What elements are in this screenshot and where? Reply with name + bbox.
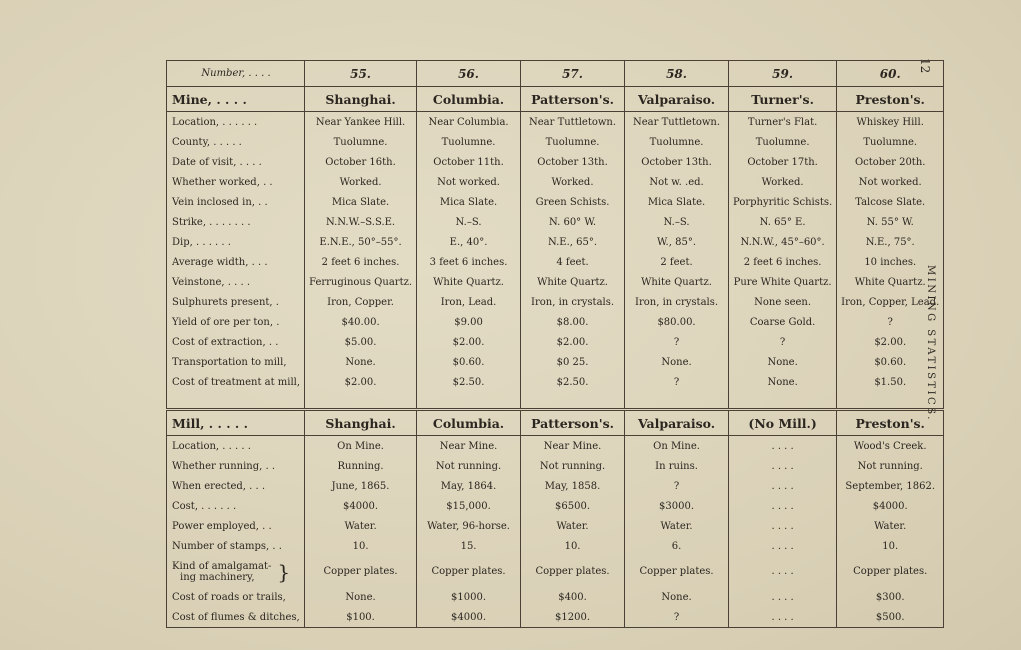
mill-attribute-value-cell: May, 1864. <box>417 476 521 496</box>
mill-attribute-value-cell: . . . . <box>729 456 837 476</box>
mine-attribute-value-cell: Green Schists. <box>521 192 625 212</box>
mine-attribute-value-cell: White Quartz. <box>625 272 729 292</box>
gap-cell <box>521 392 625 410</box>
mill-header-row <box>167 410 944 436</box>
mine-name-cell: Patterson's. <box>521 87 625 112</box>
mine-attribute-value-cell: None seen. <box>729 292 837 312</box>
mine-label: Mine, . . . . <box>167 87 305 112</box>
mill-attribute-value-cell: Wood's Creek. <box>837 436 944 457</box>
mine-attribute-row-label: Average width, . . . <box>167 252 305 272</box>
mine-attribute-value-cell: $0 25. <box>521 352 625 372</box>
mill-attribute-value-cell: $3000. <box>625 496 729 516</box>
page-number: 12 <box>918 58 932 74</box>
mine-attribute-value-cell: Iron, Copper, Lead. <box>837 292 944 312</box>
mine-header-row <box>167 87 944 112</box>
mine-attribute-value-cell: None. <box>305 352 417 372</box>
mine-name-cell: Valparaiso. <box>625 87 729 112</box>
mill-attribute-value-cell: May, 1858. <box>521 476 625 496</box>
mine-attribute-row-label: County, . . . . . <box>167 132 305 152</box>
mill-attribute-value-cell: None. <box>625 587 729 607</box>
two-line-label <box>172 561 271 583</box>
mine-attribute-value-cell: Near Yankee Hill. <box>305 112 417 133</box>
mill-attribute-value-cell: Water. <box>305 516 417 536</box>
mine-attribute-value-cell: None. <box>625 352 729 372</box>
mine-attribute-row-label: Vein inclosed in, . . <box>167 192 305 212</box>
mine-attribute-value-cell: Tuolumne. <box>837 132 944 152</box>
mine-attribute-row-label: Dip, . . . . . . <box>167 232 305 252</box>
mine-attribute-value-cell: Near Tuttletown. <box>521 112 625 133</box>
mill-attribute-value-cell: . . . . <box>729 587 837 607</box>
gap-cell <box>167 392 305 410</box>
mill-attribute-value-cell: $1200. <box>521 607 625 628</box>
mine-attribute-value-cell: October 13th. <box>625 152 729 172</box>
mill-attribute-value-cell: . . . . <box>729 496 837 516</box>
mine-attribute-value-cell: ? <box>729 332 837 352</box>
mill-attribute-value-cell: Copper plates. <box>521 556 625 587</box>
mine-attribute-value-cell: $2.50. <box>417 372 521 392</box>
mine-attribute-value-cell: $2.00. <box>305 372 417 392</box>
number-cell: 60. <box>837 61 944 87</box>
gap-cell <box>625 392 729 410</box>
gap-cell <box>417 392 521 410</box>
mine-name-cell: Preston's. <box>837 87 944 112</box>
number-cell: 58. <box>625 61 729 87</box>
mill-attribute-value-cell: . . . . <box>729 607 837 628</box>
mine-attribute-value-cell: Iron, in crystals. <box>521 292 625 312</box>
mine-attribute-value-cell: October 16th. <box>305 152 417 172</box>
mine-attribute-value-cell: Coarse Gold. <box>729 312 837 332</box>
mill-attribute-value-cell: $100. <box>305 607 417 628</box>
mine-attribute-value-cell: N.N.W.–S.S.E. <box>305 212 417 232</box>
mill-attribute-value-cell: . . . . <box>729 516 837 536</box>
mine-attribute-value-cell: $0.60. <box>417 352 521 372</box>
brace-mark: } <box>277 559 291 584</box>
mine-attribute-row <box>167 232 944 252</box>
mine-attribute-value-cell: 10 inches. <box>837 252 944 272</box>
mill-attribute-value-cell: Running. <box>305 456 417 476</box>
mill-attribute-value-cell: Copper plates. <box>417 556 521 587</box>
mill-attribute-value-cell: Water, 96-horse. <box>417 516 521 536</box>
mine-attribute-value-cell: N.N.W., 45°–60°. <box>729 232 837 252</box>
mill-name-cell: Valparaiso. <box>625 410 729 436</box>
mill-attribute-value-cell: 10. <box>837 536 944 556</box>
mill-attribute-row-label: Number of stamps, . . <box>167 536 305 556</box>
mill-attribute-value-cell: $4000. <box>305 496 417 516</box>
mine-attribute-row <box>167 212 944 232</box>
mill-attribute-value-cell: ? <box>625 607 729 628</box>
mill-name-cell: Columbia. <box>417 410 521 436</box>
mill-label: Mill, . . . . . <box>167 410 305 436</box>
mill-attribute-value-cell: Not running. <box>837 456 944 476</box>
mine-attribute-value-cell: N. 65° E. <box>729 212 837 232</box>
mine-attribute-value-cell: Mica Slate. <box>625 192 729 212</box>
mill-attribute-value-cell: 10. <box>305 536 417 556</box>
mine-attribute-value-cell: Worked. <box>521 172 625 192</box>
mine-attribute-value-cell: N.–S. <box>625 212 729 232</box>
mill-attribute-row-label: Location, . . . . . <box>167 436 305 457</box>
mine-attribute-row <box>167 312 944 332</box>
mine-attribute-value-cell: October 13th. <box>521 152 625 172</box>
mill-name-cell: Patterson's. <box>521 410 625 436</box>
mine-attribute-row <box>167 292 944 312</box>
mill-attribute-value-cell: Near Mine. <box>417 436 521 457</box>
mine-attribute-value-cell: $40.00. <box>305 312 417 332</box>
mine-attribute-value-cell: Pure White Quartz. <box>729 272 837 292</box>
mill-attribute-row <box>167 587 944 607</box>
mill-attribute-value-cell: Not running. <box>521 456 625 476</box>
mill-attribute-row-label: When erected, . . . <box>167 476 305 496</box>
mill-attribute-value-cell: 15. <box>417 536 521 556</box>
mine-attribute-value-cell: None. <box>729 372 837 392</box>
running-head: MINING STATISTICS. <box>925 265 936 422</box>
mine-attribute-value-cell: $80.00. <box>625 312 729 332</box>
mine-attribute-value-cell: White Quartz. <box>521 272 625 292</box>
mine-name-cell: Shanghai. <box>305 87 417 112</box>
mine-attribute-value-cell: 3 feet 6 inches. <box>417 252 521 272</box>
mill-attribute-row-label: Whether running, . . <box>167 456 305 476</box>
mill-attribute-value-cell: 10. <box>521 536 625 556</box>
mine-attribute-value-cell: Worked. <box>305 172 417 192</box>
mine-attribute-value-cell: Tuolumne. <box>305 132 417 152</box>
mine-attribute-row <box>167 272 944 292</box>
mill-attribute-row-label: Power employed, . . <box>167 516 305 536</box>
mine-attribute-row <box>167 152 944 172</box>
mine-attribute-value-cell: W., 85°. <box>625 232 729 252</box>
mine-attribute-row <box>167 352 944 372</box>
mine-attribute-value-cell: N.E., 75°. <box>837 232 944 252</box>
mine-attribute-value-cell: $2.50. <box>521 372 625 392</box>
mine-attribute-value-cell: $5.00. <box>305 332 417 352</box>
mill-attribute-value-cell: On Mine. <box>305 436 417 457</box>
mine-attribute-value-cell: White Quartz. <box>417 272 521 292</box>
mill-attribute-value-cell: . . . . <box>729 436 837 457</box>
mine-attribute-value-cell: Not worked. <box>417 172 521 192</box>
mill-attribute-row <box>167 536 944 556</box>
section-gap-row <box>167 392 944 410</box>
mine-attribute-row-label: Location, . . . . . . <box>167 112 305 133</box>
mill-attribute-row <box>167 556 944 587</box>
mine-attribute-value-cell: $0.60. <box>837 352 944 372</box>
mine-attribute-row <box>167 172 944 192</box>
mine-attribute-value-cell: ? <box>625 332 729 352</box>
mine-attribute-value-cell: Ferruginous Quartz. <box>305 272 417 292</box>
mill-attribute-value-cell: $4000. <box>417 607 521 628</box>
mine-attribute-value-cell: N.E., 65°. <box>521 232 625 252</box>
mine-attribute-value-cell: N. 60° W. <box>521 212 625 232</box>
mine-name-cell: Turner's. <box>729 87 837 112</box>
mill-attribute-row <box>167 456 944 476</box>
gap-cell <box>729 392 837 410</box>
mill-attribute-value-cell: $400. <box>521 587 625 607</box>
gap-cell <box>837 392 944 410</box>
mine-attribute-value-cell: Worked. <box>729 172 837 192</box>
gap-cell <box>305 392 417 410</box>
mine-attribute-value-cell: 4 feet. <box>521 252 625 272</box>
number-cell: 57. <box>521 61 625 87</box>
number-row <box>167 61 944 87</box>
mine-attribute-value-cell: White Quartz. <box>837 272 944 292</box>
mine-attribute-value-cell: E.N.E., 50°–55°. <box>305 232 417 252</box>
number-label: Number, . . . . <box>167 61 305 87</box>
mine-attribute-value-cell: 2 feet 6 inches. <box>305 252 417 272</box>
number-cell: 59. <box>729 61 837 87</box>
mine-attribute-row <box>167 192 944 212</box>
mine-attribute-row-label: Transportation to mill, <box>167 352 305 372</box>
mill-name-cell: Shanghai. <box>305 410 417 436</box>
mine-attribute-row <box>167 252 944 272</box>
mine-attribute-value-cell: October 20th. <box>837 152 944 172</box>
mine-attribute-value-cell: Tuolumne. <box>521 132 625 152</box>
mill-attribute-row <box>167 476 944 496</box>
mill-attribute-row-label <box>167 556 305 587</box>
label-line-1: Kind of amalgamat- <box>172 560 272 572</box>
mine-attribute-value-cell: Turner's Flat. <box>729 112 837 133</box>
mill-attribute-value-cell: On Mine. <box>625 436 729 457</box>
mine-attribute-value-cell: 2 feet. <box>625 252 729 272</box>
mine-attribute-value-cell: ? <box>625 372 729 392</box>
mine-attribute-row-label: Cost of treatment at mill, <box>167 372 305 392</box>
mine-attribute-value-cell: $8.00. <box>521 312 625 332</box>
mine-attribute-value-cell: Tuolumne. <box>625 132 729 152</box>
mill-attribute-row <box>167 516 944 536</box>
mine-attribute-value-cell: $2.00. <box>837 332 944 352</box>
mine-attribute-value-cell: $9.00 <box>417 312 521 332</box>
mine-attribute-value-cell: Not worked. <box>837 172 944 192</box>
mine-attribute-row-label: Veinstone, . . . . <box>167 272 305 292</box>
mill-attribute-value-cell: Water. <box>521 516 625 536</box>
mine-attribute-row-label: Date of visit, . . . . <box>167 152 305 172</box>
mine-attribute-row-label: Strike, . . . . . . . <box>167 212 305 232</box>
mill-attribute-value-cell: In ruins. <box>625 456 729 476</box>
mill-attribute-value-cell: Near Mine. <box>521 436 625 457</box>
mine-attribute-value-cell: October 11th. <box>417 152 521 172</box>
mine-attribute-value-cell: Iron, Lead. <box>417 292 521 312</box>
mill-attribute-value-cell: ? <box>625 476 729 496</box>
mill-attribute-value-cell: $300. <box>837 587 944 607</box>
mill-attribute-value-cell: . . . . <box>729 476 837 496</box>
mill-attribute-row-label: Cost, . . . . . . <box>167 496 305 516</box>
mine-attribute-value-cell: E., 40°. <box>417 232 521 252</box>
mine-attribute-value-cell: Near Tuttletown. <box>625 112 729 133</box>
mill-attribute-row <box>167 607 944 628</box>
mill-name-cell: (No Mill.) <box>729 410 837 436</box>
mine-attribute-row-label: Whether worked, . . <box>167 172 305 192</box>
mill-attribute-value-cell: $500. <box>837 607 944 628</box>
mine-name-cell: Columbia. <box>417 87 521 112</box>
mill-attribute-value-cell: Water. <box>625 516 729 536</box>
mine-attribute-value-cell: Tuolumne. <box>729 132 837 152</box>
mine-attribute-row <box>167 372 944 392</box>
mill-attribute-value-cell: Copper plates. <box>837 556 944 587</box>
mill-attribute-value-cell: None. <box>305 587 417 607</box>
mine-attribute-row-label: Sulphurets present, . <box>167 292 305 312</box>
mine-attribute-value-cell: None. <box>729 352 837 372</box>
mine-attribute-value-cell: Iron, Copper. <box>305 292 417 312</box>
mine-attribute-row-label: Cost of extraction, . . <box>167 332 305 352</box>
mine-attribute-value-cell: Not w. .ed. <box>625 172 729 192</box>
mine-attribute-value-cell: 2 feet 6 inches. <box>729 252 837 272</box>
mine-attribute-value-cell: Iron, in crystals. <box>625 292 729 312</box>
mill-attribute-value-cell: 6. <box>625 536 729 556</box>
mill-name-cell: Preston's. <box>837 410 944 436</box>
mill-attribute-value-cell: . . . . <box>729 556 837 587</box>
mill-attribute-value-cell: $1000. <box>417 587 521 607</box>
mine-attribute-value-cell: Porphyritic Schists. <box>729 192 837 212</box>
mine-attribute-value-cell: ? <box>837 312 944 332</box>
mill-attribute-value-cell: $15,000. <box>417 496 521 516</box>
mill-attribute-row-label: Cost of flumes & ditches, <box>167 607 305 628</box>
mine-attribute-value-cell: $1.50. <box>837 372 944 392</box>
mill-attribute-row <box>167 496 944 516</box>
mine-attribute-value-cell: Mica Slate. <box>305 192 417 212</box>
mill-attribute-value-cell: Copper plates. <box>305 556 417 587</box>
mine-attribute-value-cell: October 17th. <box>729 152 837 172</box>
mine-attribute-value-cell: N. 55° W. <box>837 212 944 232</box>
mine-attribute-value-cell: Mica Slate. <box>417 192 521 212</box>
number-cell: 56. <box>417 61 521 87</box>
mine-attribute-value-cell: Near Columbia. <box>417 112 521 133</box>
mill-attribute-value-cell: Copper plates. <box>625 556 729 587</box>
mine-attribute-value-cell: N.–S. <box>417 212 521 232</box>
mill-attribute-value-cell: Not running. <box>417 456 521 476</box>
mine-attribute-value-cell: Talcose Slate. <box>837 192 944 212</box>
label-line-2: ing machinery, <box>180 571 255 583</box>
mill-attribute-value-cell: . . . . <box>729 536 837 556</box>
mill-attribute-value-cell: $6500. <box>521 496 625 516</box>
mine-attribute-row-label: Yield of ore per ton, . <box>167 312 305 332</box>
mill-attribute-row <box>167 436 944 457</box>
number-cell: 55. <box>305 61 417 87</box>
mine-attribute-value-cell: Tuolumne. <box>417 132 521 152</box>
mine-attribute-row <box>167 112 944 133</box>
mine-attribute-row <box>167 332 944 352</box>
mill-attribute-value-cell: September, 1862. <box>837 476 944 496</box>
mine-attribute-value-cell: Whiskey Hill. <box>837 112 944 133</box>
mine-attribute-value-cell: $2.00. <box>521 332 625 352</box>
mine-attribute-value-cell: $2.00. <box>417 332 521 352</box>
mining-statistics-table <box>166 60 944 628</box>
mill-attribute-row-label: Cost of roads or trails, <box>167 587 305 607</box>
mine-attribute-row <box>167 132 944 152</box>
mill-attribute-value-cell: June, 1865. <box>305 476 417 496</box>
mill-attribute-value-cell: $4000. <box>837 496 944 516</box>
mill-attribute-value-cell: Water. <box>837 516 944 536</box>
